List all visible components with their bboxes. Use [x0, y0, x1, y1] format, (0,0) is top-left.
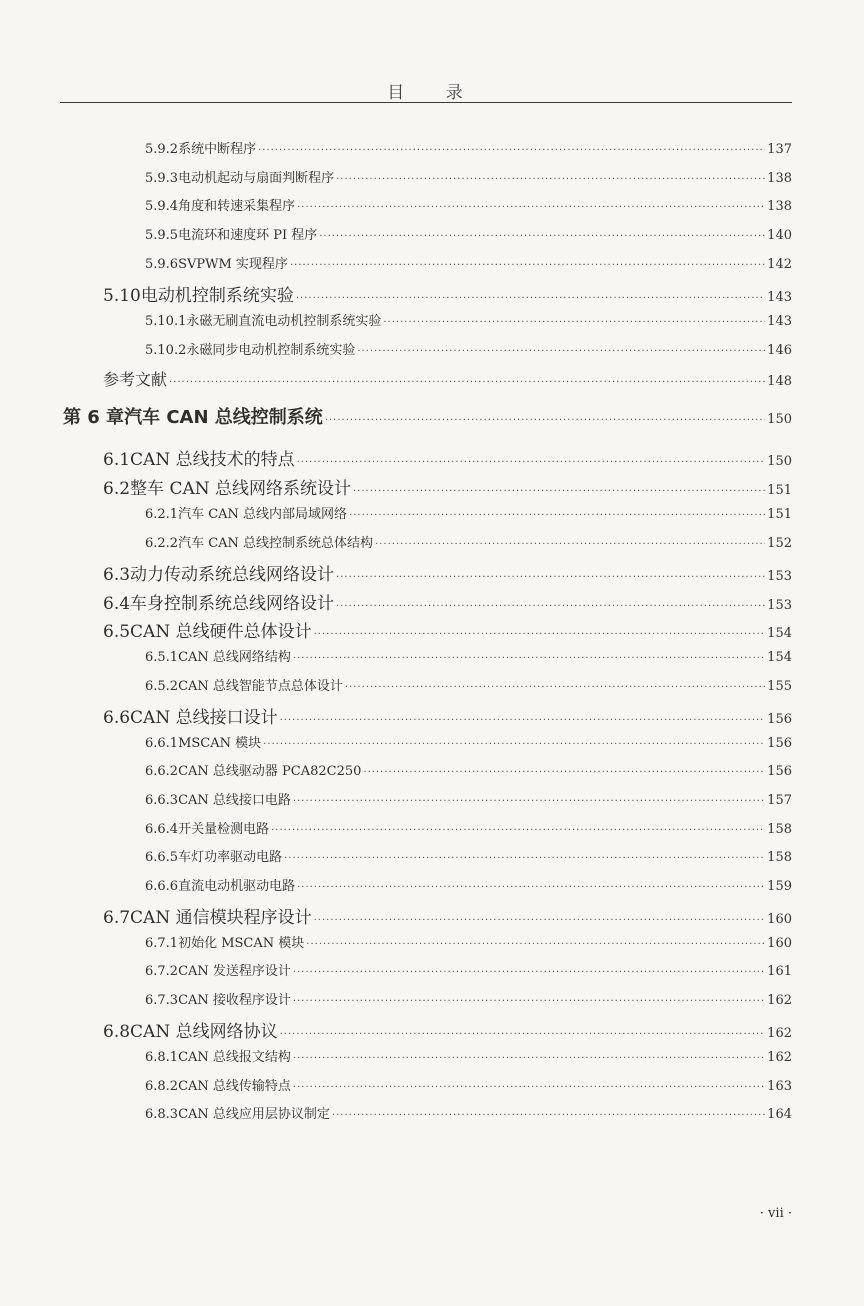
toc-entry-page: 138: [767, 171, 792, 186]
toc-entry-title: 电动机控制系统实验: [140, 286, 294, 306]
toc-entry: [145, 310, 792, 329]
toc-entry: [145, 195, 792, 214]
header-char-2: 录: [445, 83, 465, 103]
dot-leader: [325, 415, 765, 426]
toc-entry-number: 6.5: [103, 622, 131, 642]
toc-entry-title: CAN 总线接口设计: [130, 708, 278, 728]
toc-entry-title: 角度和转速采集程序: [178, 199, 296, 214]
toc-entry-page: 138: [767, 199, 792, 214]
toc-entry: [63, 403, 792, 429]
toc-entry-page: 156: [767, 764, 792, 779]
toc-entry-number: 第 6 章: [63, 407, 125, 428]
toc-entry: [103, 703, 792, 728]
toc-entry-number: 6.6.5: [145, 850, 179, 865]
toc-entry-page: 152: [767, 536, 792, 551]
toc-entry: [145, 875, 792, 894]
toc-entry-number: 5.9.5: [145, 228, 179, 243]
toc-entry-number: 5.9.3: [145, 171, 179, 186]
toc-entry-number: 6.6.4: [145, 822, 179, 837]
toc-entry-number: 5.10.2: [145, 343, 187, 358]
toc-entry: [145, 646, 792, 665]
toc-entry-page: 158: [767, 850, 792, 865]
toc-entry-number: 6.1: [103, 450, 131, 470]
toc-entry-page: 155: [767, 679, 792, 694]
dot-leader: [357, 346, 765, 357]
toc-entry-number: 6.6.3: [145, 793, 179, 808]
toc-entry-number: 6.6.6: [145, 879, 179, 894]
toc-entry: [103, 1017, 792, 1042]
toc-entry: [103, 617, 792, 642]
dot-leader: [353, 486, 765, 497]
dot-leader: [296, 293, 765, 304]
toc-entry-page: 151: [767, 483, 792, 498]
toc-entry-number: 6.6: [103, 708, 131, 728]
toc-entry-page: 154: [767, 650, 792, 665]
toc-entry: [145, 675, 792, 694]
page-number: · vii ·: [759, 1206, 792, 1221]
dot-leader: [383, 317, 765, 328]
toc-entry: [145, 138, 792, 157]
dot-leader: [169, 377, 765, 388]
toc-entry-page: 140: [767, 228, 792, 243]
toc-entry-title: 初始化 MSCAN 模块: [178, 936, 305, 951]
toc-entry-page: 143: [767, 314, 792, 329]
toc-entry-number: 6.8: [103, 1022, 131, 1042]
toc-entry-number: 6.2.1: [145, 507, 179, 522]
toc-entry-number: 6.6.1: [145, 736, 179, 751]
dot-leader: [345, 682, 765, 693]
dot-leader: [293, 996, 765, 1007]
dot-leader: [280, 1029, 766, 1040]
dot-leader: [290, 260, 765, 271]
dot-leader: [336, 572, 765, 583]
toc-entry-number: 5.9.4: [145, 199, 179, 214]
toc-entry-title: 开关量检测电路: [178, 822, 270, 837]
dot-leader: [375, 539, 765, 550]
toc-entry: [145, 932, 792, 951]
toc-entry-title: 永磁无刷直流电动机控制系统实验: [186, 314, 382, 329]
toc-entry-title: CAN 总线智能节点总体设计: [178, 679, 343, 694]
toc-entry-page: 156: [767, 712, 792, 727]
toc-entry-title: CAN 总线应用层协议制定: [178, 1107, 330, 1122]
toc-entry-page: 160: [767, 912, 792, 927]
toc-entry-title: CAN 总线硬件总体设计: [130, 622, 312, 642]
dot-leader: [297, 202, 765, 213]
dot-leader: [280, 715, 766, 726]
toc-entry: [145, 989, 792, 1008]
toc-entry-number: 6.4: [103, 594, 131, 614]
header-char-1: 目: [387, 83, 407, 103]
toc-entry-title: SVPWM 实现程序: [178, 257, 288, 272]
toc-entry-page: 137: [767, 142, 792, 157]
toc-entry-number: 6.7: [103, 908, 131, 928]
toc-entry: [145, 760, 792, 779]
toc-entry-number: 5.9.2: [145, 142, 179, 157]
toc-entry: [103, 445, 792, 470]
toc-entry: [103, 560, 792, 585]
toc-entry: [145, 1103, 792, 1122]
dot-leader: [293, 796, 765, 807]
toc-entry-page: 142: [767, 257, 792, 272]
toc-entry-title: 系统中断程序: [178, 142, 257, 157]
toc-entry-number: 6.2: [103, 479, 131, 499]
toc-entry-page: 164: [767, 1107, 792, 1122]
toc-entry-title: 永磁同步电动机控制系统实验: [186, 343, 356, 358]
toc-entry-title: 参考文献: [103, 370, 168, 389]
toc-entry-page: 159: [767, 879, 792, 894]
toc-entry: [103, 281, 792, 306]
dot-leader: [293, 653, 765, 664]
toc-entry-title: CAN 总线驱动器 PCA82C250: [178, 764, 362, 779]
toc-entry-page: 162: [767, 1050, 792, 1065]
toc-entry: [145, 1075, 792, 1094]
toc-entry-number: 6.5.1: [145, 650, 179, 665]
toc-entry-page: 153: [767, 598, 792, 613]
toc-entry-page: 143: [767, 290, 792, 305]
toc-entry-number: 6.8.1: [145, 1050, 179, 1065]
dot-leader: [293, 1053, 765, 1064]
toc-entry: [145, 732, 792, 751]
toc-entry-title: 电动机起动与扇面判断程序: [178, 171, 335, 186]
toc-entry-number: 6.2.2: [145, 536, 179, 551]
toc-entry-number: 6.8.2: [145, 1079, 179, 1094]
toc-entry-title: MSCAN 模块: [178, 736, 262, 751]
toc-entry-title: CAN 总线网络协议: [130, 1022, 278, 1042]
toc-entry-page: 146: [767, 343, 792, 358]
toc-entry-title: 汽车 CAN 总线控制系统: [124, 407, 323, 428]
toc-entry-number: 6.5.2: [145, 679, 179, 694]
toc-entry-page: 150: [767, 412, 792, 427]
toc-entry-title: 整车 CAN 总线网络系统设计: [130, 479, 352, 499]
toc-entry: [145, 532, 792, 551]
dot-leader: [284, 853, 765, 864]
toc-entry-title: CAN 总线传输特点: [178, 1079, 291, 1094]
toc-entry: [145, 167, 792, 186]
toc-entry: [145, 1046, 792, 1065]
toc-entry-page: 153: [767, 569, 792, 584]
toc-entry-page: 156: [767, 736, 792, 751]
toc-entry-title: 动力传动系统总线网络设计: [130, 565, 335, 585]
toc-entry-number: 6.7.3: [145, 993, 179, 1008]
dot-leader: [306, 939, 765, 950]
toc-entry-title: 车灯功率驱动电路: [178, 850, 283, 865]
toc-entry-number: 6.7.2: [145, 964, 179, 979]
toc-entry-title: CAN 发送程序设计: [178, 964, 291, 979]
toc-entry-title: CAN 总线接口电路: [178, 793, 291, 808]
toc-entry-title: CAN 总线网络结构: [178, 650, 291, 665]
dot-leader: [332, 1110, 765, 1121]
dot-leader: [349, 510, 765, 521]
dot-leader: [363, 767, 765, 778]
toc-entry-title: 直流电动机驱动电路: [178, 879, 296, 894]
toc-entry: [103, 589, 792, 614]
toc-entry-page: 151: [767, 507, 792, 522]
toc-entry-number: 5.10.1: [145, 314, 187, 329]
dot-leader: [263, 739, 765, 750]
toc-entry: [145, 846, 792, 865]
dot-leader: [271, 825, 765, 836]
toc-entry: [103, 367, 792, 390]
toc-entry-page: 162: [767, 1026, 792, 1041]
dot-leader: [336, 174, 765, 185]
toc-entry-page: 162: [767, 993, 792, 1008]
toc-entry-title: CAN 通信模块程序设计: [130, 908, 312, 928]
toc-entry: [103, 474, 792, 499]
toc-entry: [145, 253, 792, 272]
toc-entry-page: 163: [767, 1079, 792, 1094]
dot-leader: [297, 457, 766, 468]
toc-entry-number: 5.9.6: [145, 257, 179, 272]
toc-entry-number: 6.7.1: [145, 936, 179, 951]
toc-entry-number: 5.10: [103, 286, 141, 306]
toc-entry-page: 148: [767, 374, 792, 389]
dot-leader: [293, 967, 765, 978]
toc-entry-number: 6.8.3: [145, 1107, 179, 1122]
dot-leader: [336, 601, 765, 612]
toc-entry-title: CAN 总线技术的特点: [130, 450, 295, 470]
toc-entry: [145, 818, 792, 837]
toc-entry-title: CAN 总线报文结构: [178, 1050, 291, 1065]
toc-entry-page: 150: [767, 454, 792, 469]
toc-entry-number: 6.6.2: [145, 764, 179, 779]
dot-leader: [314, 915, 766, 926]
toc-entry-title: 车身控制系统总线网络设计: [130, 594, 335, 614]
toc-entry-page: 154: [767, 626, 792, 641]
toc-entry: [145, 789, 792, 808]
toc-entry-number: 6.3: [103, 565, 131, 585]
toc-entry-title: CAN 接收程序设计: [178, 993, 291, 1008]
dot-leader: [293, 1082, 765, 1093]
toc-entry: [145, 503, 792, 522]
toc-entry-title: 电流环和速度环 PI 程序: [178, 228, 318, 243]
toc-entry-page: 158: [767, 822, 792, 837]
toc-entry-page: 161: [767, 964, 792, 979]
dot-leader: [319, 231, 765, 242]
toc-entry: [103, 903, 792, 928]
toc-entry-title: 汽车 CAN 总线控制系统总体结构: [178, 536, 374, 551]
dot-leader: [314, 629, 766, 640]
toc-entry: [145, 339, 792, 358]
dot-leader: [297, 882, 765, 893]
toc-entry-page: 160: [767, 936, 792, 951]
toc-entry-title: 汽车 CAN 总线内部局域网络: [178, 507, 348, 522]
toc-entry: [145, 224, 792, 243]
toc-entry: [145, 960, 792, 979]
dot-leader: [258, 145, 765, 156]
toc-entry-page: 157: [767, 793, 792, 808]
